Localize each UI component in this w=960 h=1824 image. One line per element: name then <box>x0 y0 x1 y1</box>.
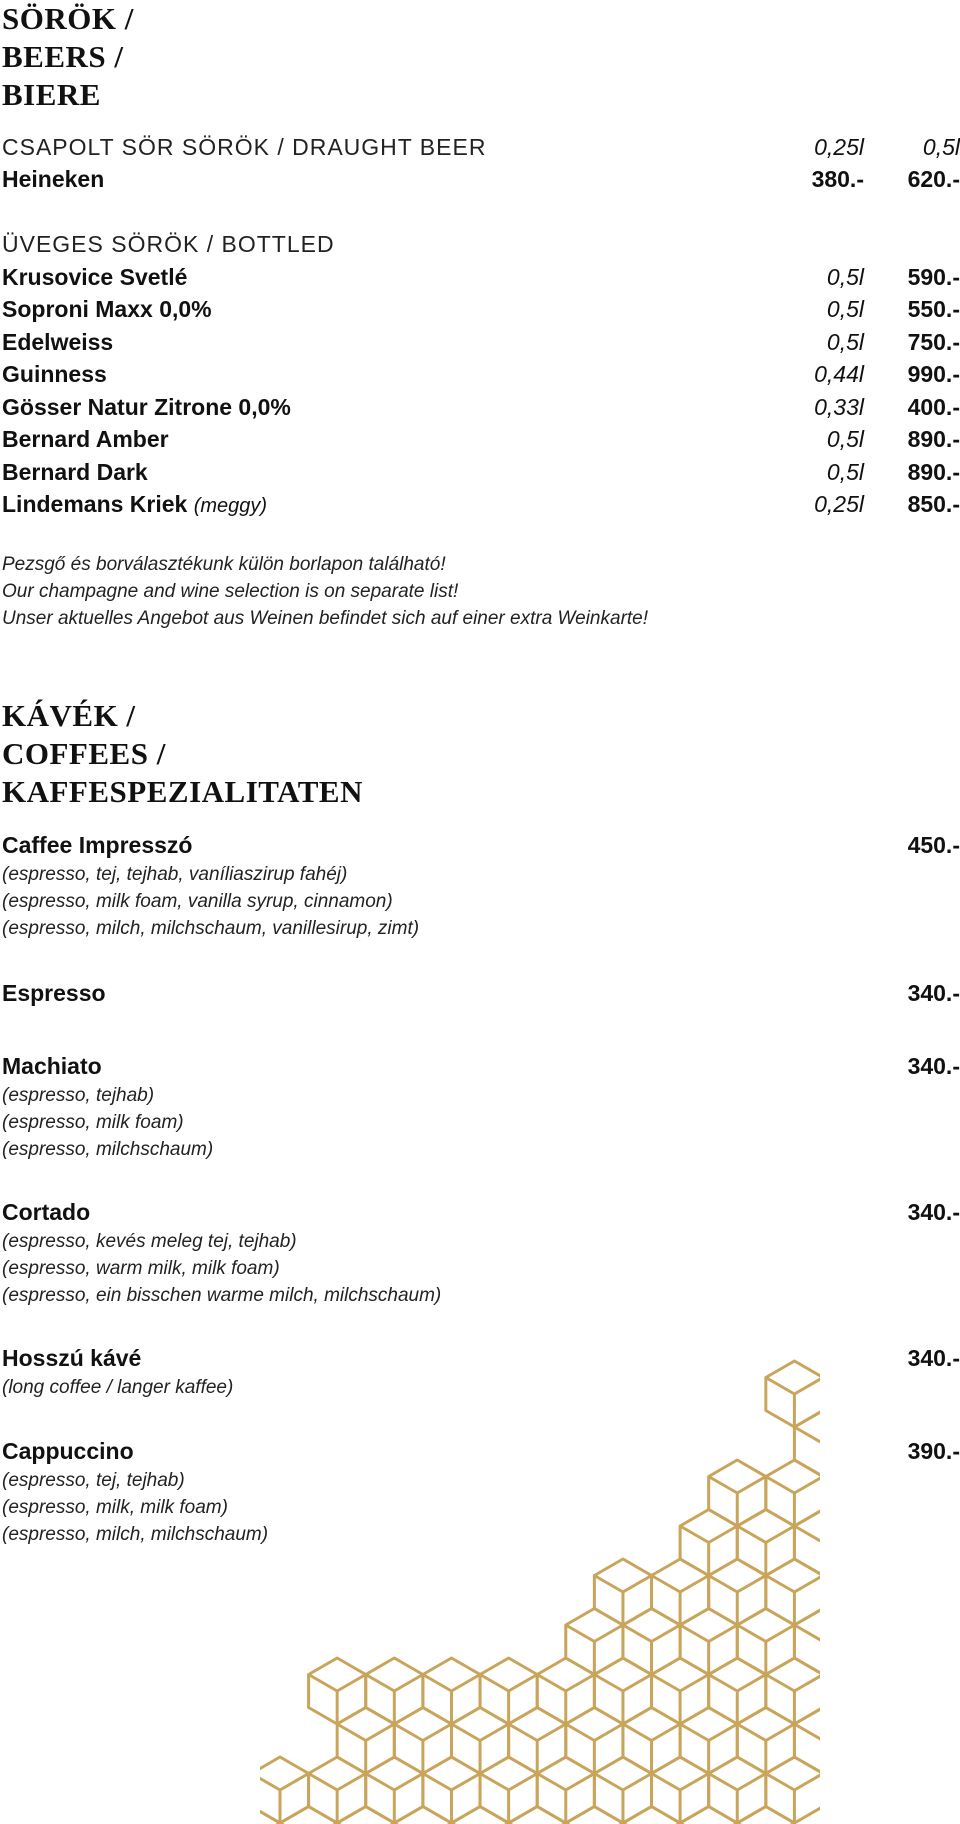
beer-name <box>2 424 169 454</box>
beer-volume: 0,5l <box>826 426 864 452</box>
beer-name-text: Krusovice Svetlé <box>2 264 188 290</box>
wine-note-line: Pezsgő és borválasztékunk külön borlapon található! <box>2 554 446 575</box>
bottled-row <box>2 294 960 324</box>
cube-outline <box>280 1807 337 1824</box>
coffee-name: Hosszú kávé <box>2 1345 142 1371</box>
beer-price: 850.- <box>907 491 960 517</box>
coffees-title <box>2 697 363 811</box>
coffee-name: Espresso <box>2 980 106 1006</box>
wine-notes <box>2 551 648 632</box>
bottled-row <box>2 424 960 454</box>
coffee-description-line: (espresso, ein bisschen warme milch, milchschaum) <box>2 1285 442 1306</box>
cube-inner-edge <box>737 1724 794 1741</box>
coffee-row <box>2 1197 960 1227</box>
coffee-price: 450.- <box>907 832 960 858</box>
coffee-description-line: (espresso, tejhab) <box>2 1085 155 1106</box>
cube-inner-edge <box>766 1675 820 1692</box>
beer-volume: 0,5l <box>826 459 864 485</box>
coffee-description-line: (espresso, warm milk, milk foam) <box>2 1258 280 1279</box>
coffee-description-line: (espresso, milch, milchschaum) <box>2 1524 269 1545</box>
cube-inner-edge <box>766 1378 820 1395</box>
coffee-row <box>2 978 960 1008</box>
draught-vol-large: 0,5l <box>922 134 960 160</box>
cube-inner-edge <box>260 1774 309 1791</box>
beer-name <box>2 262 187 292</box>
bottled-row <box>2 359 960 389</box>
coffee-row <box>2 1051 960 1081</box>
coffee-description <box>2 1467 268 1548</box>
cube-inner-edge <box>366 1675 423 1692</box>
cube-inner-edge <box>737 1625 794 1642</box>
coffee-description <box>2 1374 233 1401</box>
cube-outline <box>680 1807 737 1824</box>
cube-inner-edge <box>366 1774 423 1791</box>
coffee-row <box>2 830 960 860</box>
beer-volume: 0,5l <box>826 329 864 355</box>
cube-inner-edge <box>509 1724 566 1741</box>
cube-inner-edge <box>766 1774 820 1791</box>
cube-inner-edge <box>537 1774 594 1791</box>
coffee-description <box>2 861 419 942</box>
beer-volume: 0,33l <box>814 394 864 420</box>
beer-price: 400.- <box>907 394 960 420</box>
cube-inner-edge <box>480 1774 537 1791</box>
cube-inner-edge <box>566 1724 623 1741</box>
draught-header-row <box>2 132 960 162</box>
cube-inner-edge <box>794 1625 820 1642</box>
bottled-row <box>2 392 960 422</box>
cube-outline <box>451 1807 508 1824</box>
beer-name <box>2 489 267 521</box>
cube-outline <box>260 1757 309 1823</box>
cube-inner-edge <box>451 1724 508 1741</box>
beer-name <box>2 392 291 422</box>
cube-inner-edge <box>537 1675 594 1692</box>
cube-inner-edge <box>594 1576 651 1593</box>
coffees-title-line: COFFEES / <box>2 736 166 771</box>
beer-name <box>2 457 148 487</box>
beer-name: Heineken <box>2 166 105 192</box>
cube-inner-edge <box>423 1774 480 1791</box>
coffee-price: 340.- <box>907 1053 960 1079</box>
beer-price: 890.- <box>907 426 960 452</box>
beer-volume: 0,25l <box>814 491 864 517</box>
coffee-description-line: (espresso, milchschaum) <box>2 1139 214 1160</box>
beer-price: 550.- <box>907 296 960 322</box>
cube-inner-edge <box>394 1724 451 1741</box>
beer-name-text: Edelweiss <box>2 329 114 355</box>
cube-inner-edge <box>766 1576 820 1593</box>
coffee-description-line: (espresso, kevés meleg tej, tejhab) <box>2 1231 297 1252</box>
coffee-name: Cappuccino <box>2 1438 134 1464</box>
beer-name-text: Gösser Natur Zitrone 0,0% <box>2 394 291 420</box>
cube-inner-edge <box>709 1576 766 1593</box>
coffee-description-line: (long coffee / langer kaffee) <box>2 1377 234 1398</box>
beer-name-text: Soproni Maxx 0,0% <box>2 296 212 322</box>
coffee-price: 340.- <box>907 980 960 1006</box>
cube-inner-edge <box>652 1576 709 1593</box>
cube-inner-edge <box>766 1477 820 1494</box>
cube-inner-edge <box>309 1774 366 1791</box>
beer-price-small: 380.- <box>811 166 864 192</box>
cube-inner-edge <box>309 1675 366 1692</box>
beer-price: 750.- <box>907 329 960 355</box>
beer-name-text: Bernard Amber <box>2 426 169 452</box>
cube-outline <box>260 1807 280 1824</box>
beer-name <box>2 359 107 389</box>
cube-outline <box>566 1807 623 1824</box>
bottled-row <box>2 327 960 357</box>
beer-volume: 0,5l <box>826 264 864 290</box>
bottled-row <box>2 457 960 487</box>
cube-inner-edge <box>652 1675 709 1692</box>
bottled-row <box>2 489 960 519</box>
beers-title <box>2 0 134 114</box>
draught-heading: CSAPOLT SÖR SÖRÖK / DRAUGHT BEER <box>2 134 487 160</box>
wine-note-line: Unser aktuelles Angebot aus Weinen befindet sich auf einer extra Weinkarte! <box>2 608 649 629</box>
cube-inner-edge <box>709 1675 766 1692</box>
coffee-name: Caffee Impresszó <box>2 832 193 858</box>
cube-inner-edge <box>623 1625 680 1642</box>
coffee-description-line: (espresso, tej, tejhab) <box>2 1470 185 1491</box>
coffee-description-line: (espresso, milch, milchschaum, vanillesirup, zimt) <box>2 918 420 939</box>
cube-inner-edge <box>794 1427 820 1444</box>
cube-inner-edge <box>709 1774 766 1791</box>
cube-inner-edge <box>423 1675 480 1692</box>
beer-name-text: Lindemans Kriek <box>2 491 188 517</box>
coffee-description-line: (espresso, milk, milk foam) <box>2 1497 228 1518</box>
beer-name-text: Guinness <box>2 361 107 387</box>
coffee-price: 340.- <box>907 1345 960 1371</box>
coffee-description-line: (espresso, milk foam) <box>2 1112 184 1133</box>
cube-inner-edge <box>737 1526 794 1543</box>
cube-inner-edge <box>794 1526 820 1543</box>
coffee-name: Machiato <box>2 1053 102 1079</box>
beer-volume: 0,5l <box>826 296 864 322</box>
honeycomb-cube-pattern-icon <box>260 1260 820 1824</box>
coffees-title-line: KÁVÉK / <box>2 698 136 733</box>
cube-inner-edge <box>566 1625 623 1642</box>
coffee-price: 340.- <box>907 1199 960 1225</box>
cube-outline <box>337 1807 394 1824</box>
coffee-description-line: (espresso, tej, tejhab, vaníliaszirup fahéj) <box>2 864 348 885</box>
beer-note: (meggy) <box>193 495 268 517</box>
cube-inner-edge <box>709 1477 766 1494</box>
cube-inner-edge <box>680 1625 737 1642</box>
cube-inner-edge <box>337 1724 394 1741</box>
cube-inner-edge <box>794 1724 820 1741</box>
beers-title-line: SÖRÖK / <box>2 1 134 36</box>
cube-inner-edge <box>680 1724 737 1741</box>
cube-inner-edge <box>480 1675 537 1692</box>
coffee-name: Cortado <box>2 1199 91 1225</box>
beers-title-line: BIERE <box>2 77 101 112</box>
beer-price-large: 620.- <box>907 166 960 192</box>
beer-name <box>2 327 113 357</box>
bottled-heading: ÜVEGES SÖRÖK / BOTTLED <box>2 231 335 257</box>
cube-outline <box>509 1807 566 1824</box>
cube-outline <box>623 1807 680 1824</box>
bottled-row <box>2 262 960 292</box>
draught-vol-small: 0,25l <box>814 134 864 160</box>
coffee-description-line: (espresso, milk foam, vanilla syrup, cinnamon) <box>2 891 393 912</box>
coffee-price: 390.- <box>907 1438 960 1464</box>
beer-price: 990.- <box>907 361 960 387</box>
beer-volume: 0,44l <box>814 361 864 387</box>
cube-inner-edge <box>594 1675 651 1692</box>
coffees-title-line: KAFFESPEZIALITATEN <box>2 774 363 809</box>
beer-price: 590.- <box>907 264 960 290</box>
beer-name <box>2 294 212 324</box>
cube-inner-edge <box>594 1774 651 1791</box>
coffee-description <box>2 1082 213 1163</box>
beer-price: 890.- <box>907 459 960 485</box>
cube-outline <box>394 1807 451 1824</box>
beers-title-line: BEERS / <box>2 39 124 74</box>
draught-row <box>2 164 960 194</box>
cube-outline <box>737 1807 794 1824</box>
wine-note-line: Our champagne and wine selection is on separate list! <box>2 581 459 602</box>
cube-inner-edge <box>652 1774 709 1791</box>
beer-name-text: Bernard Dark <box>2 459 148 485</box>
cube-inner-edge <box>680 1526 737 1543</box>
cube-inner-edge <box>623 1724 680 1741</box>
